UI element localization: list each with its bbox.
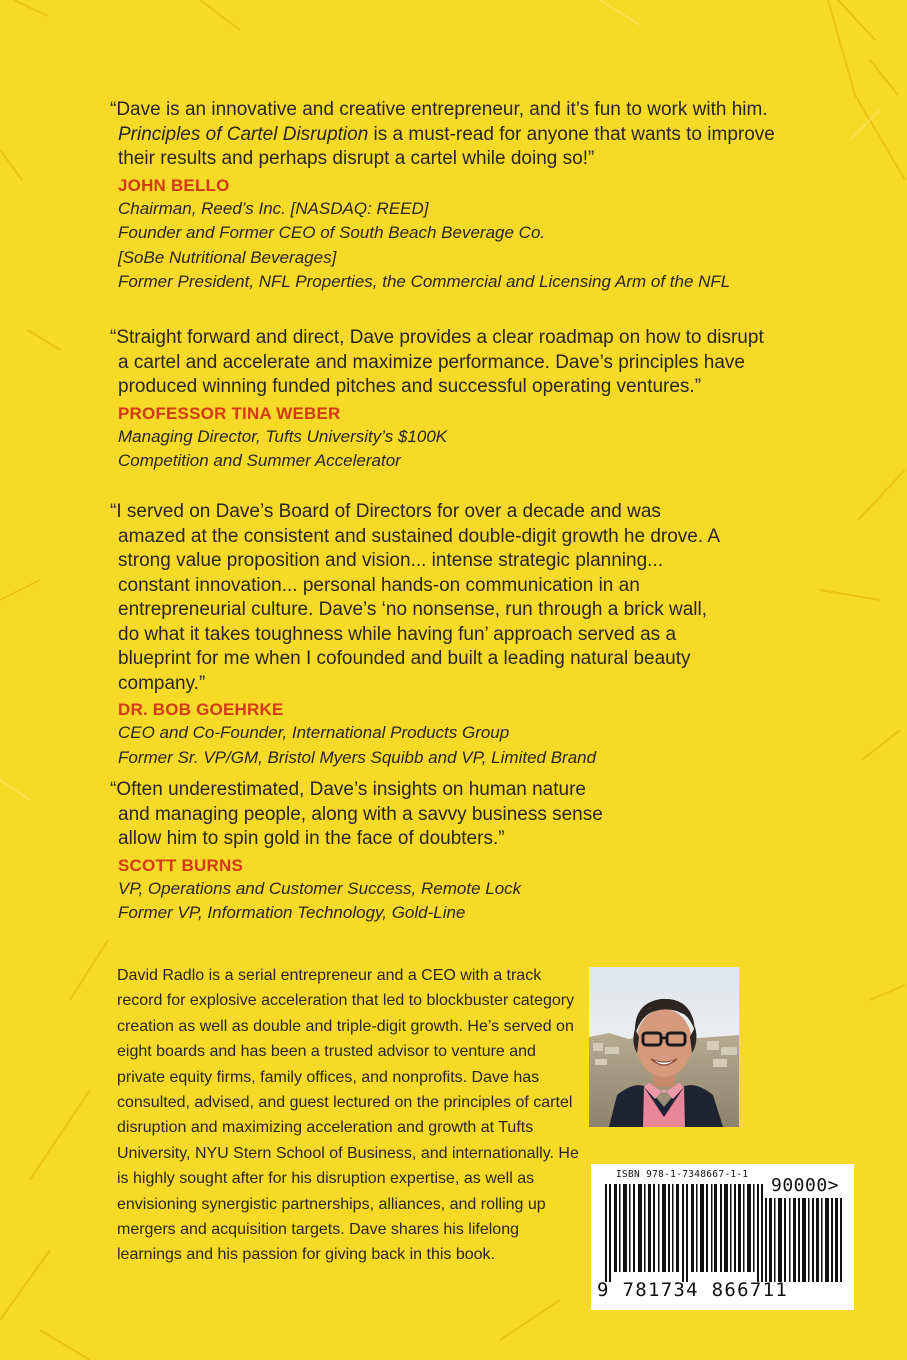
quote-text: “Straight forward and direct, Dave provides a clear roadmap on how to disrupt a cartel and accelerate and maximize performance. Dave’s principles have produced winning funded pitches and successful operating ventures.”: [110, 327, 764, 397]
quote-text: “Dave is an innovative and creative entrepreneur, and it’s fun to work with him. Principles of Cartel Disruption is a must-read for anyone that wants to improve their results and perhaps disrupt a cartel while doing so!”: [110, 99, 775, 169]
author-bio: [117, 963, 579, 1268]
testimonial-john-bello: [110, 98, 800, 295]
quote-author: JOHN BELLO: [118, 175, 230, 195]
price-code: 90000>: [771, 1175, 840, 1196]
testimonial-scott-burns: [110, 778, 620, 926]
author-credit-line: [SoBe Nutritional Beverages]: [118, 247, 337, 267]
ean-barcode-bars: [605, 1184, 765, 1282]
author-credit-line: Managing Director, Tufts University’s $100K: [118, 426, 448, 446]
price-addon-bars: [765, 1198, 845, 1282]
isbn-label: ISBN 978-1-7348667-1-1: [616, 1169, 749, 1180]
quote-text: “I served on Dave’s Board of Directors for over a decade and was amazed at the consistent and sustained double-digit growth he drove. A strong value proposition and vision... intense strategic planning... constant innovation... personal hands-on communication in an entrepreneurial culture. Dave’s ‘no nonsense, run through a brick wall, do what it takes toughness while having fun’ approach served as a blueprint for me when I cofounded and built a leading natural beauty company.”: [110, 501, 720, 694]
author-photo: [589, 967, 739, 1127]
author-credit-line: Former Sr. VP/GM, Bristol Myers Squibb and VP, Limited Brand: [118, 747, 597, 767]
quote-author: DR. BOB GOEHRKE: [118, 700, 284, 719]
quote-author: PROFESSOR TINA WEBER: [118, 403, 341, 423]
author-credit-line: VP, Operations and Customer Success, Remote Lock: [118, 878, 522, 898]
isbn-barcode: [591, 1164, 854, 1310]
author-credit-line: Founder and Former CEO of South Beach Beverage Co.: [118, 223, 546, 242]
book-title: Principles of Cartel Disruption: [118, 123, 369, 145]
author-credit-line: Former President, NFL Properties, the Commercial and Licensing Arm of the NFL: [118, 272, 731, 291]
quote-author: SCOTT BURNS: [118, 855, 243, 875]
author-credit-line: Chairman, Reed’s Inc. [NASDAQ: REED]: [118, 198, 429, 218]
testimonial-tina-weber: [110, 326, 775, 474]
ean-digits: 9 781734 866711: [597, 1279, 789, 1301]
testimonial-bob-goehrke: [110, 500, 730, 770]
author-credit-line: Former VP, Information Technology, Gold-Line: [118, 903, 466, 922]
author-bio-text: David Radlo is a serial entrepreneur and a CEO with a track record for explosive acceleration that led to blockbuster category creation as well as double and triple-digit growth. He’s served on eight boards and has been a trusted advisor to venture and private equity firms, family offices, and nonprofits. Dave has consulted, advised, and guest lectured on the principles of cartel disruption and maximizing acceleration and growth at Tufts University, NYU Stern School of Business, and internationally. He is highly sought after for his disruption expertise, as well as envisioning synergistic partnerships, alliances, and rolling up mergers and acquisition targets. Dave shares his lifelong learnings and his passion for giving back in this book.: [117, 967, 579, 1264]
author-credit-line: CEO and Co-Founder, International Products Group: [118, 723, 510, 742]
quote-text: “Often underestimated, Dave’s insights on human nature and managing people, along with a savvy business sense allow him to spin gold in the face of doubters.”: [110, 779, 603, 849]
author-credit-line: Competition and Summer Accelerator: [118, 451, 401, 470]
